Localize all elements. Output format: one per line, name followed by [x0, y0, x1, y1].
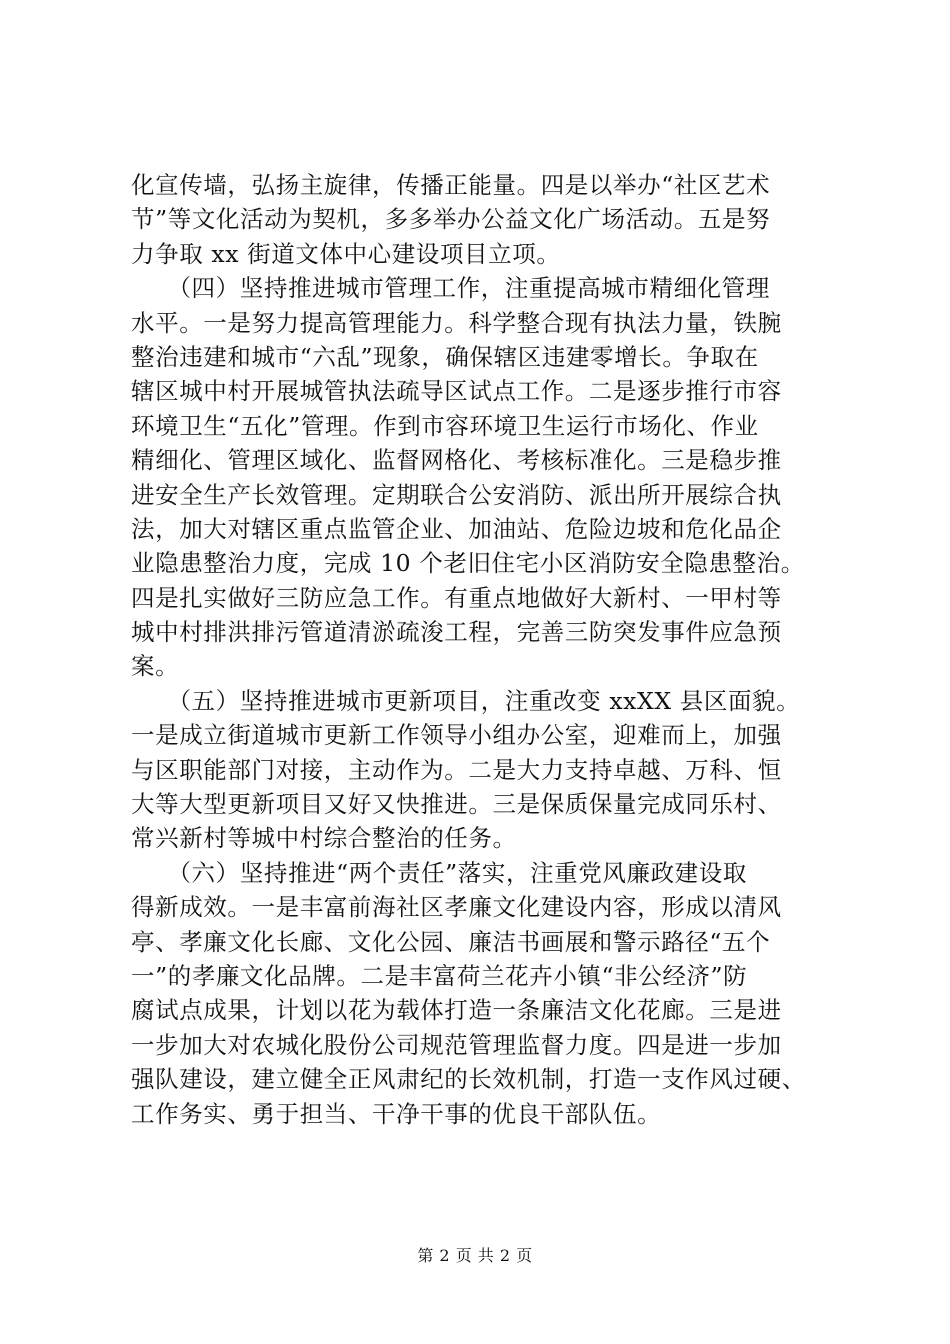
text-line: 四是扎实做好三防应急工作。有重点地做好大新村、一甲村等: [131, 583, 782, 612]
text-line: 一是成立街道城市更新工作领导小组办公室，迎难而上，加强: [131, 721, 782, 750]
text-line: 亭、孝廉文化长廊、文化公园、廉洁书画展和警示路径“五个: [131, 927, 771, 956]
text-line: 进安全生产长效管理。定期联合公安消防、派出所开展综合执: [131, 480, 782, 509]
text-line: 力争取 xx 街道文体中心建设项目立项。: [131, 239, 561, 268]
text-line: 环境卫生“五化”管理。作到市容环境卫生运行市场化、作业: [131, 411, 759, 440]
text-line: 腐试点成果，计划以花为载体打造一条廉洁文化花廊。三是进: [131, 996, 782, 1025]
text-line: 整治违建和城市“六乱”现象，确保辖区违建零增长。争取在: [131, 342, 759, 371]
body-text: [131, 168, 825, 1131]
text-line: 得新成效。一是丰富前海社区孝廉文化建设内容，形成以清风: [131, 893, 782, 922]
text-line: 大等大型更新项目又好又快推进。三是保质保量完成同乐村、: [131, 790, 782, 819]
text-line: 业隐患整治力度，完成 10 个老旧住宅小区消防安全隐患整治。: [131, 549, 805, 578]
text-line: 城中村排洪排污管道清淤疏浚工程，完善三防突发事件应急预: [131, 618, 782, 647]
text-line: 化宣传墙，弘扬主旋律，传播正能量。四是以举办“社区艺术: [131, 171, 771, 199]
page-footer: [0, 1243, 950, 1266]
page-number-label: 第 2 页 共 2 页: [417, 1246, 533, 1265]
text-line: 水平。一是努力提高管理能力。科学整合现有执法力量，铁腕: [131, 308, 782, 337]
text-line: 辖区城中村开展城管执法疏导区试点工作。二是逐步推行市容: [131, 377, 782, 406]
text-line: 强队建设，建立健全正风肃纪的长效机制，打造一支作风过硬、: [131, 1065, 806, 1094]
text-line: 法，加大对辖区重点监管企业、加油站、危险边坡和危化品企: [131, 514, 782, 543]
text-line: （五）坚持推进城市更新项目，注重改变 xxXX 县区面貌。: [131, 686, 801, 715]
text-line: （四）坚持推进城市管理工作，注重提高城市精细化管理: [131, 274, 770, 303]
text-line: （六）坚持推进“两个责任”落实，注重党风廉政建设取: [131, 858, 747, 887]
text-line: 精细化、管理区域化、监督网格化、考核标准化。三是稳步推: [131, 446, 782, 475]
text-line: 与区职能部门对接，主动作为。二是大力支持卓越、万科、恒: [131, 755, 782, 784]
text-line: 节”等文化活动为契机，多多举办公益文化广场活动。五是努: [131, 205, 771, 234]
text-line: 一”的孝廉文化品牌。二是丰富荷兰花卉小镇“非公经济”防: [131, 961, 748, 990]
text-line: 案。: [131, 652, 180, 681]
text-line: 工作务实、勇于担当、干净干事的优良干部队伍。: [131, 1099, 662, 1128]
text-line: 一步加大对农城化股份公司规范管理监督力度。四是进一步加: [131, 1030, 782, 1059]
text-line: 常兴新村等城中村综合整治的任务。: [131, 824, 517, 853]
